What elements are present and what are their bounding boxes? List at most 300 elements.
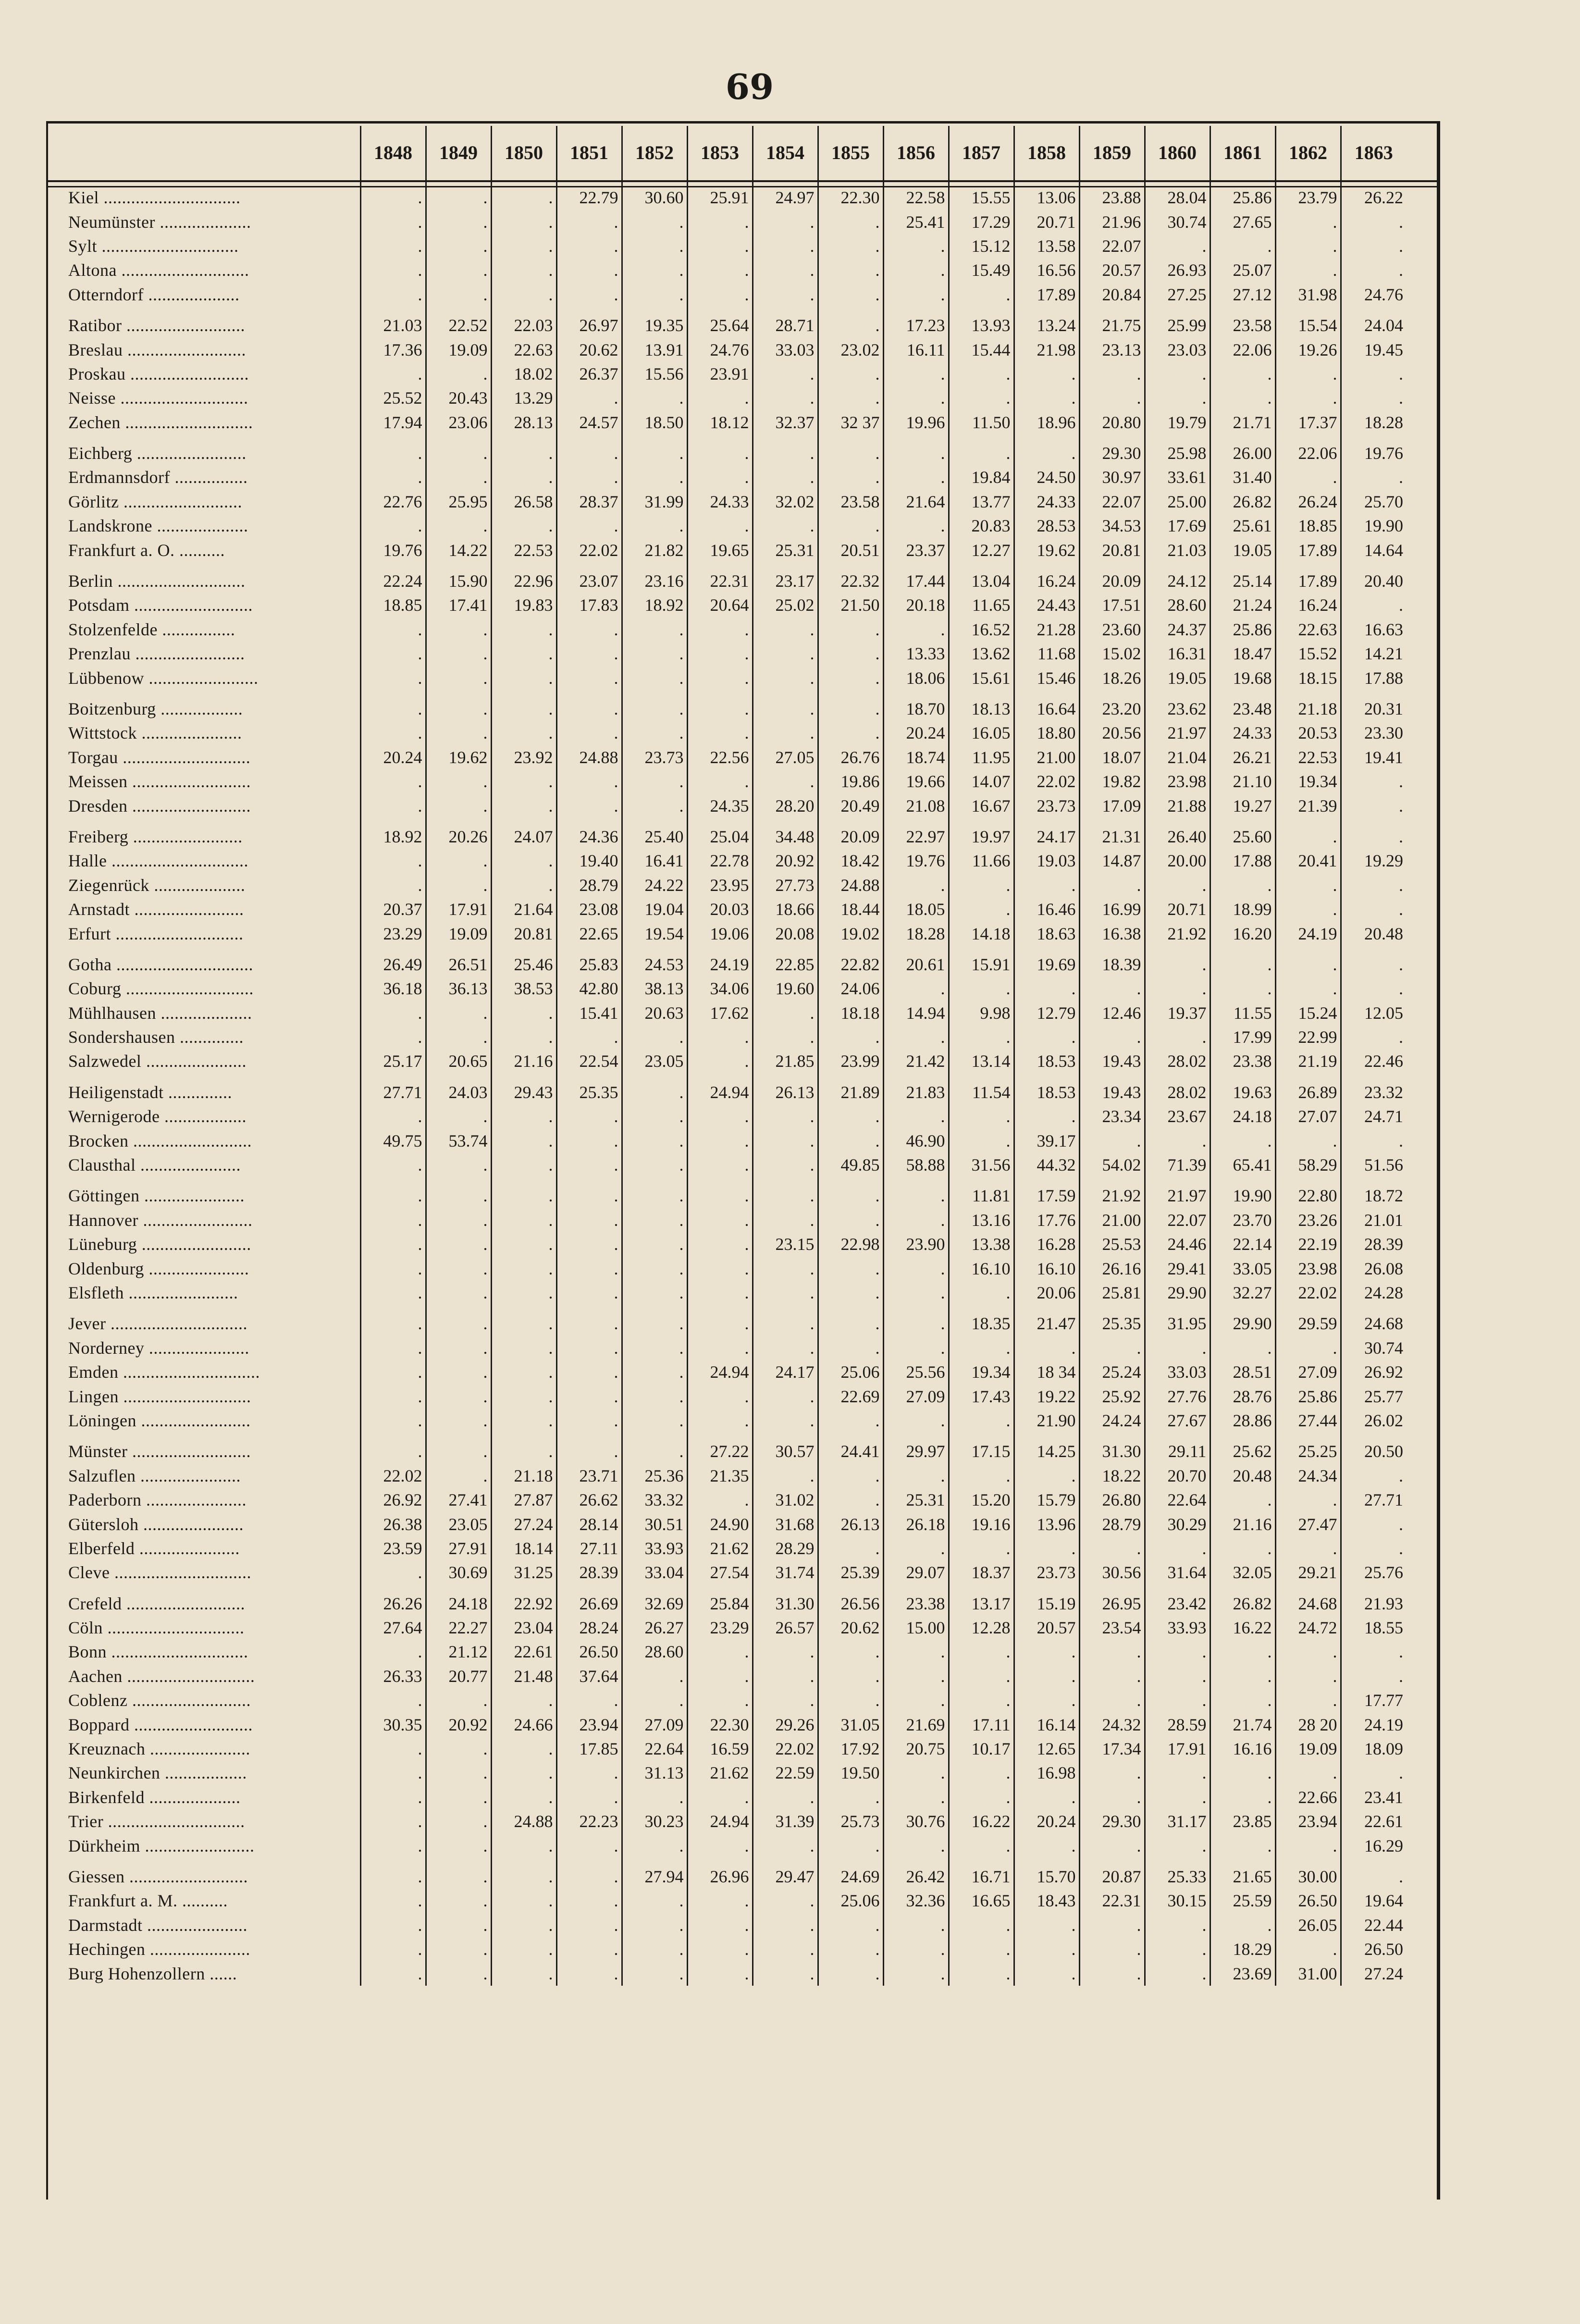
value-cell: .	[491, 1232, 556, 1256]
value-cell: 25.24	[1079, 1360, 1145, 1384]
value-cell: 27.05	[753, 745, 818, 769]
value-cell: 20.80	[1079, 410, 1145, 434]
value-cell: 19.09	[426, 921, 491, 945]
value-cell: .	[622, 666, 687, 690]
value-cell: 27.65	[1210, 210, 1275, 234]
value-cell: .	[360, 234, 426, 258]
value-cell: 13.33	[883, 642, 949, 666]
value-cell: 22.27	[426, 1616, 491, 1640]
value-cell: 31.30	[753, 1591, 818, 1615]
value-cell: 33.05	[1210, 1256, 1275, 1280]
value-cell: 19.29	[1341, 849, 1406, 873]
value-cell: .	[753, 721, 818, 745]
value-cell: 23.85	[1210, 1809, 1275, 1833]
value-cell: 31.64	[1145, 1560, 1210, 1584]
value-cell: .	[949, 1664, 1014, 1688]
value-cell: 46.90	[883, 1128, 949, 1152]
value-cell: .	[1079, 362, 1145, 386]
value-cell: 28.86	[1210, 1409, 1275, 1433]
value-cell: .	[491, 1761, 556, 1785]
value-cell: 23.02	[818, 337, 883, 361]
value-cell: 22.31	[1079, 1889, 1145, 1913]
value-cell: .	[360, 1104, 426, 1128]
value-cell: 30.56	[1079, 1560, 1145, 1584]
value-cell: 25.91	[687, 185, 753, 210]
station-name: Mühlhausen ....................	[68, 1003, 252, 1023]
value-cell: .	[949, 1833, 1014, 1857]
value-cell: 23.07	[556, 569, 622, 593]
value-cell: 20.77	[426, 1664, 491, 1688]
value-cell: .	[1275, 1833, 1341, 1857]
value-cell: 15.20	[949, 1488, 1014, 1512]
value-cell: 58.29	[1275, 1153, 1341, 1177]
value-cell: .	[360, 1761, 426, 1785]
value-cell: .	[883, 1833, 949, 1857]
value-cell: .	[1341, 873, 1406, 897]
station-name: Wittstock ......................	[68, 723, 242, 743]
value-cell: 18.18	[818, 1001, 883, 1025]
value-cell: 17.89	[1275, 538, 1341, 562]
value-cell: .	[491, 1104, 556, 1128]
value-cell: .	[949, 977, 1014, 1001]
value-cell: .	[949, 1961, 1014, 1985]
value-cell: 20.03	[687, 897, 753, 921]
value-cell: .	[426, 1311, 491, 1335]
value-cell: 26.42	[883, 1865, 949, 1889]
value-cell: .	[1275, 873, 1341, 897]
value-cell: .	[491, 697, 556, 721]
value-cell: .	[426, 210, 491, 234]
value-cell: .	[1341, 593, 1406, 617]
value-cell: .	[818, 441, 883, 465]
value-cell: .	[687, 1104, 753, 1128]
value-cell: .	[818, 465, 883, 489]
value-cell: 20.08	[753, 921, 818, 945]
station-name: Oldenburg ......................	[68, 1259, 249, 1278]
value-cell: 29.21	[1275, 1560, 1341, 1584]
value-cell: .	[622, 465, 687, 489]
value-cell: 17.91	[426, 897, 491, 921]
value-cell: .	[360, 362, 426, 386]
station-name: Aachen ............................	[68, 1666, 255, 1686]
value-cell: 17.15	[949, 1439, 1014, 1463]
value-cell: .	[1341, 1664, 1406, 1688]
value-cell: .	[883, 1536, 949, 1560]
value-cell: 22.46	[1341, 1049, 1406, 1073]
value-cell: .	[753, 1384, 818, 1408]
value-cell: 30.23	[622, 1809, 687, 1833]
value-cell: 18 34	[1014, 1360, 1079, 1384]
value-cell: 23.34	[1079, 1104, 1145, 1128]
value-cell: 13.29	[491, 386, 556, 410]
station-row	[48, 410, 1406, 434]
value-cell: 20.92	[753, 849, 818, 873]
value-cell: .	[1275, 1688, 1341, 1712]
value-cell: .	[426, 514, 491, 538]
value-cell: .	[622, 1833, 687, 1857]
value-cell: .	[949, 1464, 1014, 1488]
value-cell: 16.52	[949, 618, 1014, 642]
station-name: Sylt ..............................	[68, 236, 239, 256]
value-cell: .	[426, 849, 491, 873]
value-cell: 18.63	[1014, 921, 1079, 945]
year-header: 1850	[491, 126, 556, 179]
value-cell: 25.73	[818, 1809, 883, 1833]
value-cell: .	[491, 1384, 556, 1408]
value-cell: 18.44	[818, 897, 883, 921]
value-cell: .	[622, 1208, 687, 1232]
station-row	[48, 1889, 1406, 1913]
value-cell: 30.76	[883, 1809, 949, 1833]
value-cell: 30.69	[426, 1560, 491, 1584]
value-cell: 26.33	[360, 1664, 426, 1688]
value-cell: .	[818, 1025, 883, 1049]
value-cell: 25.60	[1210, 825, 1275, 849]
value-cell: .	[360, 1281, 426, 1305]
value-cell: .	[1210, 1761, 1275, 1785]
value-cell: 17.92	[818, 1737, 883, 1761]
station-name: Neunkirchen ..................	[68, 1763, 247, 1783]
value-cell: 25.46	[491, 952, 556, 977]
station-name: Lüneburg ........................	[68, 1235, 251, 1254]
value-cell: 25.86	[1210, 618, 1275, 642]
value-cell: 16.10	[1014, 1256, 1079, 1280]
station-name: Berlin ............................	[68, 571, 246, 591]
value-cell: 25.77	[1341, 1384, 1406, 1408]
rainfall-table	[48, 126, 1406, 1986]
value-cell: 22.02	[1014, 769, 1079, 793]
value-cell: 26.27	[622, 1616, 687, 1640]
value-cell: .	[753, 1025, 818, 1049]
station-name: Lingen ............................	[68, 1386, 251, 1406]
value-cell: .	[818, 1208, 883, 1232]
value-cell: 23.91	[687, 362, 753, 386]
station-row	[48, 642, 1406, 666]
value-cell: 30.74	[1341, 1336, 1406, 1360]
value-cell: 21.92	[1145, 921, 1210, 945]
value-cell: 16.22	[949, 1809, 1014, 1833]
station-row	[48, 1591, 1406, 1615]
group-spacer	[48, 690, 1406, 697]
value-cell: .	[1275, 1640, 1341, 1664]
value-cell: .	[426, 1937, 491, 1961]
value-cell: 36.13	[426, 977, 491, 1001]
value-cell: 31.00	[1275, 1961, 1341, 1985]
year-header: 1855	[818, 126, 883, 179]
value-cell: .	[753, 258, 818, 282]
value-cell: .	[818, 642, 883, 666]
value-cell: 23.42	[1145, 1591, 1210, 1615]
value-cell: .	[1341, 1761, 1406, 1785]
value-cell: 18.72	[1341, 1184, 1406, 1208]
value-cell: 33.32	[622, 1488, 687, 1512]
value-cell: 18.22	[1079, 1464, 1145, 1488]
value-cell: 19.76	[360, 538, 426, 562]
value-cell: .	[622, 1256, 687, 1280]
value-cell: 26.92	[1341, 1360, 1406, 1384]
value-cell: .	[491, 721, 556, 745]
value-cell: .	[1079, 1913, 1145, 1937]
value-cell: 23.41	[1341, 1785, 1406, 1809]
station-name: Hechingen ......................	[68, 1940, 250, 1959]
value-cell: 21.24	[1210, 593, 1275, 617]
value-cell: 21.64	[883, 490, 949, 514]
value-cell: 17.88	[1210, 849, 1275, 873]
station-name: Wernigerode ..................	[68, 1107, 247, 1126]
value-cell: .	[1275, 952, 1341, 977]
value-cell: 30.35	[360, 1712, 426, 1736]
value-cell: 27.54	[687, 1560, 753, 1584]
value-cell: 26.00	[1210, 441, 1275, 465]
value-cell: .	[491, 1737, 556, 1761]
station-name: Elberfeld ......................	[68, 1538, 240, 1558]
value-cell: 22.30	[687, 1712, 753, 1736]
value-cell: .	[1275, 362, 1341, 386]
value-cell: 16.59	[687, 1737, 753, 1761]
value-cell: 21.19	[1275, 1049, 1341, 1073]
value-cell: 25.86	[1210, 185, 1275, 210]
value-cell: 18.28	[883, 921, 949, 945]
value-cell: 19.26	[1275, 337, 1341, 361]
group-spacer	[48, 1074, 1406, 1080]
value-cell: .	[1341, 977, 1406, 1001]
value-cell: .	[426, 1256, 491, 1280]
value-cell: 23.92	[491, 745, 556, 769]
value-cell: .	[883, 1937, 949, 1961]
value-cell: .	[491, 1360, 556, 1384]
value-cell: 24.76	[687, 337, 753, 361]
value-cell: 26.37	[556, 362, 622, 386]
value-cell: 25.14	[1210, 569, 1275, 593]
value-cell: 19.43	[1079, 1049, 1145, 1073]
value-cell: 23.99	[818, 1049, 883, 1073]
value-cell: .	[687, 1961, 753, 1985]
station-row	[48, 1104, 1406, 1128]
value-cell: .	[1145, 1688, 1210, 1712]
value-cell: 19.65	[687, 538, 753, 562]
value-cell: 25.64	[687, 313, 753, 337]
value-cell: 24.03	[426, 1080, 491, 1104]
value-cell: 23.54	[1079, 1616, 1145, 1640]
year-header: 1852	[622, 126, 687, 179]
value-cell: .	[1210, 1488, 1275, 1512]
value-cell: .	[883, 1785, 949, 1809]
value-cell: 18.66	[753, 897, 818, 921]
value-cell: 26.58	[491, 490, 556, 514]
value-cell: 27.24	[491, 1512, 556, 1536]
value-cell: 26.92	[360, 1488, 426, 1512]
value-cell: .	[360, 769, 426, 793]
station-row	[48, 1865, 1406, 1889]
value-cell: 28.29	[753, 1536, 818, 1560]
value-cell: .	[687, 1281, 753, 1305]
value-cell: 22.64	[622, 1737, 687, 1761]
value-cell: 21.28	[1014, 618, 1079, 642]
value-cell: 22.79	[556, 185, 622, 210]
value-cell: 19.09	[1275, 1737, 1341, 1761]
value-cell: 18.13	[949, 697, 1014, 721]
value-cell: 13.58	[1014, 234, 1079, 258]
value-cell: 29.47	[753, 1865, 818, 1889]
value-cell: 21.00	[1079, 1208, 1145, 1232]
value-cell: .	[883, 1208, 949, 1232]
value-cell: .	[622, 386, 687, 410]
value-cell: .	[491, 1889, 556, 1913]
value-cell: .	[1145, 1761, 1210, 1785]
value-cell: .	[687, 441, 753, 465]
value-cell: 37.64	[556, 1664, 622, 1688]
value-cell: .	[556, 514, 622, 538]
value-cell: .	[556, 210, 622, 234]
value-cell: .	[622, 642, 687, 666]
value-cell: .	[556, 234, 622, 258]
value-cell: 24.88	[491, 1809, 556, 1833]
value-cell: .	[883, 1961, 949, 1985]
value-cell: 23.67	[1145, 1104, 1210, 1128]
value-cell: .	[1145, 1640, 1210, 1664]
value-cell: 25.86	[1275, 1384, 1341, 1408]
value-cell: 24.94	[687, 1360, 753, 1384]
value-cell: 13.14	[949, 1049, 1014, 1073]
value-cell: 23.69	[1210, 1961, 1275, 1985]
station-row	[48, 1712, 1406, 1736]
value-cell: 33.03	[1145, 1360, 1210, 1384]
value-cell: .	[753, 283, 818, 307]
station-name: Cleve ..............................	[68, 1563, 251, 1582]
value-cell: .	[1145, 1785, 1210, 1809]
value-cell: 20.56	[1079, 721, 1145, 745]
value-cell: 12.28	[949, 1616, 1014, 1640]
value-cell: 23.05	[426, 1512, 491, 1536]
value-cell: .	[360, 1833, 426, 1857]
value-cell: .	[818, 1640, 883, 1664]
value-cell: 18.53	[1014, 1049, 1079, 1073]
value-cell: .	[687, 1688, 753, 1712]
value-cell: 22.98	[818, 1232, 883, 1256]
value-cell: .	[426, 1232, 491, 1256]
value-cell: .	[556, 1153, 622, 1177]
value-cell: .	[622, 1664, 687, 1688]
value-cell: .	[426, 697, 491, 721]
value-cell: 21.10	[1210, 769, 1275, 793]
value-cell: 13.93	[949, 313, 1014, 337]
value-cell: 22.96	[491, 569, 556, 593]
value-cell: 22.31	[687, 569, 753, 593]
value-cell: .	[1145, 234, 1210, 258]
value-cell: 27.09	[883, 1384, 949, 1408]
value-cell: 22.23	[556, 1809, 622, 1833]
value-cell: .	[426, 1409, 491, 1433]
value-cell: 21.12	[426, 1640, 491, 1664]
value-cell: .	[556, 1232, 622, 1256]
value-cell: 12.79	[1014, 1001, 1079, 1025]
value-cell: .	[1341, 1025, 1406, 1049]
value-cell: 30.15	[1145, 1889, 1210, 1913]
value-cell: 19.86	[818, 769, 883, 793]
value-cell: .	[491, 1256, 556, 1280]
value-cell: .	[883, 1256, 949, 1280]
value-cell: .	[491, 1025, 556, 1049]
value-cell: 22.30	[818, 185, 883, 210]
value-cell: 26.82	[1210, 490, 1275, 514]
station-name: Münster ..........................	[68, 1442, 251, 1461]
value-cell: .	[622, 1688, 687, 1712]
value-cell: .	[687, 1889, 753, 1913]
value-cell: .	[491, 1961, 556, 1985]
value-cell: 31.99	[622, 490, 687, 514]
station-name: Kreuznach ......................	[68, 1739, 250, 1759]
value-cell: 19.54	[622, 921, 687, 945]
value-cell: 23.90	[883, 1232, 949, 1256]
value-cell: 22.07	[1079, 490, 1145, 514]
value-cell: 16.24	[1014, 569, 1079, 593]
value-cell: .	[883, 386, 949, 410]
value-cell: .	[491, 1688, 556, 1712]
value-cell: .	[818, 1913, 883, 1937]
station-name: Löningen ........................	[68, 1410, 251, 1430]
value-cell: .	[949, 1913, 1014, 1937]
value-cell: 19.35	[622, 313, 687, 337]
value-cell: 25.06	[818, 1360, 883, 1384]
value-cell: .	[491, 514, 556, 538]
station-row	[48, 793, 1406, 817]
group-spacer	[48, 1177, 1406, 1184]
value-cell: .	[491, 1336, 556, 1360]
value-cell: .	[556, 1360, 622, 1384]
value-cell: 16.29	[1341, 1833, 1406, 1857]
station-row	[48, 490, 1406, 514]
value-cell: 23.58	[818, 490, 883, 514]
value-cell: 23.03	[1145, 337, 1210, 361]
value-cell: 11.54	[949, 1080, 1014, 1104]
value-cell: 19.27	[1210, 793, 1275, 817]
value-cell: 23.73	[622, 745, 687, 769]
station-name: Zechen ............................	[68, 412, 253, 432]
value-cell: 19.60	[753, 977, 818, 1001]
value-cell: 20.00	[1145, 849, 1210, 873]
value-cell: 54.02	[1079, 1153, 1145, 1177]
value-cell: 18.47	[1210, 642, 1275, 666]
value-cell: 21.42	[883, 1049, 949, 1073]
value-cell: .	[491, 210, 556, 234]
value-cell: 28.60	[622, 1640, 687, 1664]
value-cell: .	[753, 1889, 818, 1913]
value-cell: 21.89	[818, 1080, 883, 1104]
group-spacer	[48, 1305, 1406, 1311]
value-cell: 16.46	[1014, 897, 1079, 921]
value-cell: .	[360, 1809, 426, 1833]
value-cell: 24.32	[1079, 1712, 1145, 1736]
value-cell: 21.88	[1145, 793, 1210, 817]
value-cell: 13.16	[949, 1208, 1014, 1232]
value-cell: 22.65	[556, 921, 622, 945]
value-cell: 22.02	[753, 1737, 818, 1761]
value-cell: 28.60	[1145, 593, 1210, 617]
station-row	[48, 618, 1406, 642]
value-cell: 18.42	[818, 849, 883, 873]
value-cell: 27.07	[1275, 1104, 1341, 1128]
value-cell: 24.72	[1275, 1616, 1341, 1640]
value-cell: .	[753, 1409, 818, 1433]
value-cell: .	[360, 210, 426, 234]
station-name: Emden ..............................	[68, 1362, 260, 1382]
station-row	[48, 465, 1406, 489]
value-cell: 19.02	[818, 921, 883, 945]
value-cell: .	[1275, 1937, 1341, 1961]
value-cell: 24.28	[1341, 1281, 1406, 1305]
value-cell: .	[1145, 1536, 1210, 1560]
value-cell: .	[1014, 873, 1079, 897]
